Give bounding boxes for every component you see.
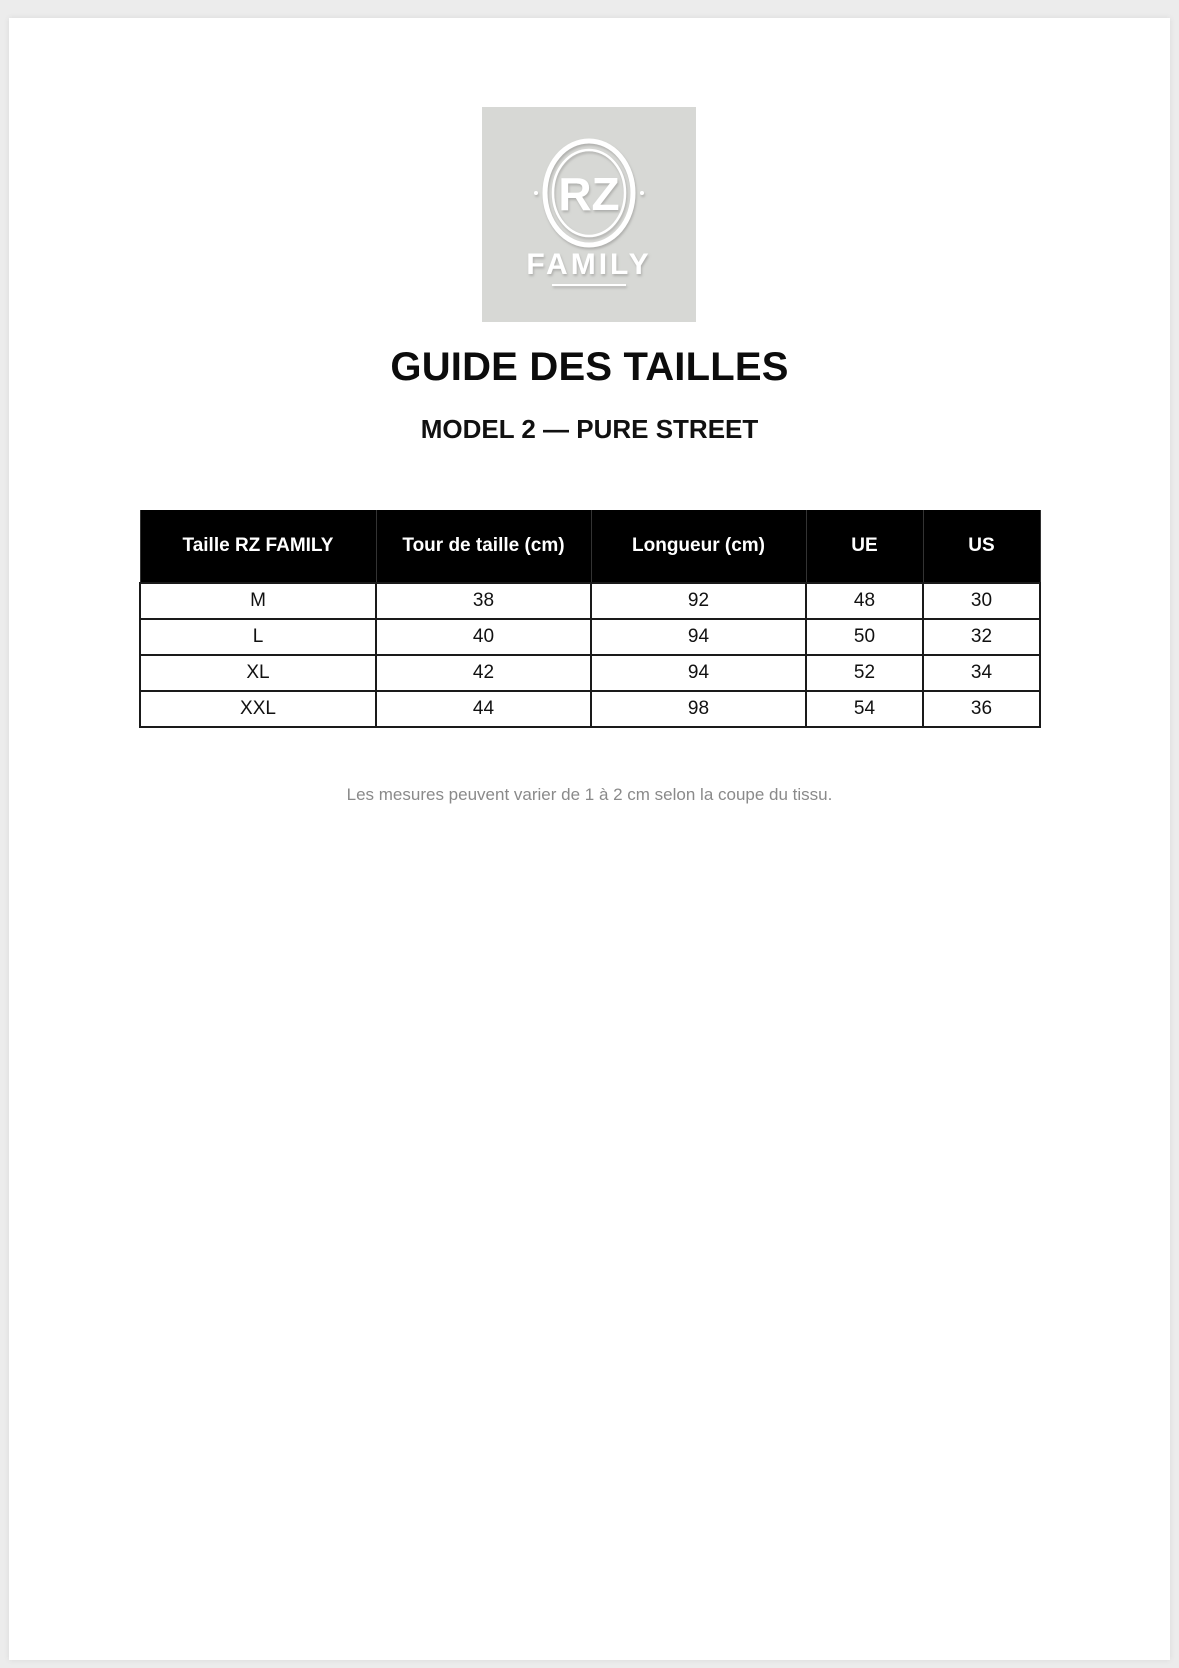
cell-waist: 40	[376, 619, 591, 655]
table-row	[140, 583, 1040, 619]
cell-size: XL	[140, 655, 376, 691]
logo-brand: FAMILY	[526, 248, 652, 281]
rz-family-logo	[482, 107, 696, 322]
cell-length: 94	[591, 655, 806, 691]
cell-waist: 38	[376, 583, 591, 619]
cell-eu: 52	[806, 655, 923, 691]
document-page	[9, 18, 1170, 1660]
page-title: GUIDE DES TAILLES	[390, 345, 789, 389]
cell-size: XXL	[140, 691, 376, 727]
cell-eu: 48	[806, 583, 923, 619]
cell-size: M	[140, 583, 376, 619]
table-header-row	[140, 510, 1040, 583]
logo-monogram: RZ	[558, 168, 620, 220]
cell-length: 98	[591, 691, 806, 727]
cell-eu: 54	[806, 691, 923, 727]
table-row	[140, 655, 1040, 691]
cell-waist: 44	[376, 691, 591, 727]
header-length: Longueur (cm)	[591, 510, 806, 583]
cell-us: 32	[923, 619, 1040, 655]
measurement-note: Les mesures peuvent varier de 1 à 2 cm selon la coupe du tissu.	[346, 785, 833, 804]
cell-us: 30	[923, 583, 1040, 619]
cell-waist: 42	[376, 655, 591, 691]
header-us: US	[923, 510, 1040, 583]
header-size: Taille RZ FAMILY	[140, 510, 376, 583]
table-row	[140, 619, 1040, 655]
cell-size: L	[140, 619, 376, 655]
cell-us: 36	[923, 691, 1040, 727]
cell-eu: 50	[806, 619, 923, 655]
cell-length: 94	[591, 619, 806, 655]
size-table	[139, 510, 1041, 728]
rz-family-logo-icon	[482, 107, 696, 322]
cell-length: 92	[591, 583, 806, 619]
cell-us: 34	[923, 655, 1040, 691]
table-row	[140, 691, 1040, 727]
header-waist: Tour de taille (cm)	[376, 510, 591, 583]
header-eu: UE	[806, 510, 923, 583]
page-subtitle: MODEL 2 — PURE STREET	[420, 414, 759, 444]
